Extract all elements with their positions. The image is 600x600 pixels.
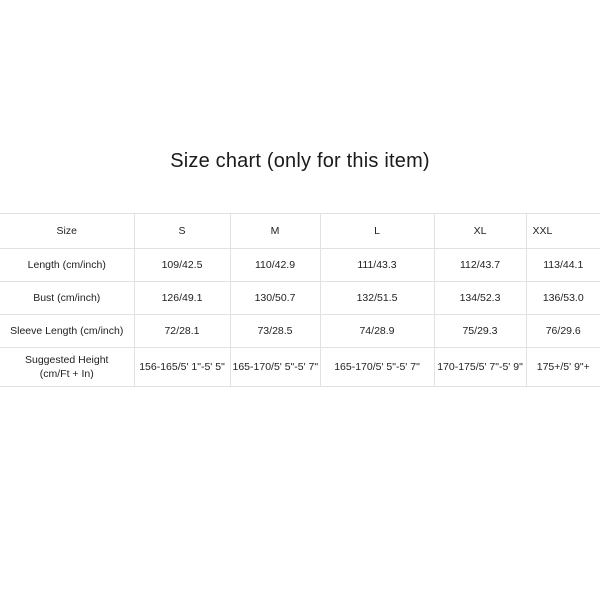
- suggested-height-row: [0, 348, 600, 387]
- height-xxl-cell: 175+/5' 9"+: [526, 348, 600, 387]
- bust-s-cell: 126/49.1: [134, 282, 230, 315]
- bust-xxl-cell: 136/53.0: [526, 282, 600, 315]
- suggested-height-label: [0, 348, 134, 387]
- bust-row: [0, 282, 600, 315]
- height-m-cell: 165-170/5' 5"-5' 7": [230, 348, 320, 387]
- length-label: Length (cm/inch): [0, 249, 134, 282]
- size-s-header: S: [134, 214, 230, 249]
- length-l-cell: 111/43.3: [320, 249, 434, 282]
- suggested-height-label-line2: (cm/Ft + In): [39, 368, 94, 380]
- size-chart-table: [0, 213, 600, 387]
- bust-label: Bust (cm/inch): [0, 282, 134, 315]
- header-row: [0, 214, 600, 249]
- sleeve-length-row: [0, 315, 600, 348]
- size-xxl-header: XXL: [526, 214, 600, 249]
- sleeve-length-label: Sleeve Length (cm/inch): [0, 315, 134, 348]
- sleeve-l-cell: 74/28.9: [320, 315, 434, 348]
- sleeve-xxl-cell: 76/29.6: [526, 315, 600, 348]
- size-chart-title: Size chart (only for this item): [170, 150, 430, 172]
- size-l-header: L: [320, 214, 434, 249]
- sleeve-xl-cell: 75/29.3: [434, 315, 526, 348]
- length-s-cell: 109/42.5: [134, 249, 230, 282]
- height-xl-cell: 170-175/5' 7"-5' 9": [434, 348, 526, 387]
- bust-xl-cell: 134/52.3: [434, 282, 526, 315]
- sleeve-m-cell: 73/28.5: [230, 315, 320, 348]
- length-xxl-cell: 113/44.1: [526, 249, 600, 282]
- height-l-cell: 165-170/5' 5"-5' 7": [320, 348, 434, 387]
- size-header-cell: Size: [0, 214, 134, 249]
- size-m-header: M: [230, 214, 320, 249]
- bust-l-cell: 132/51.5: [320, 282, 434, 315]
- suggested-height-label-line1: Suggested Height: [25, 354, 109, 366]
- length-xl-cell: 112/43.7: [434, 249, 526, 282]
- height-s-cell: 156-165/5' 1"-5' 5": [134, 348, 230, 387]
- size-xl-header: XL: [434, 214, 526, 249]
- bust-m-cell: 130/50.7: [230, 282, 320, 315]
- length-row: [0, 249, 600, 282]
- sleeve-s-cell: 72/28.1: [134, 315, 230, 348]
- length-m-cell: 110/42.9: [230, 249, 320, 282]
